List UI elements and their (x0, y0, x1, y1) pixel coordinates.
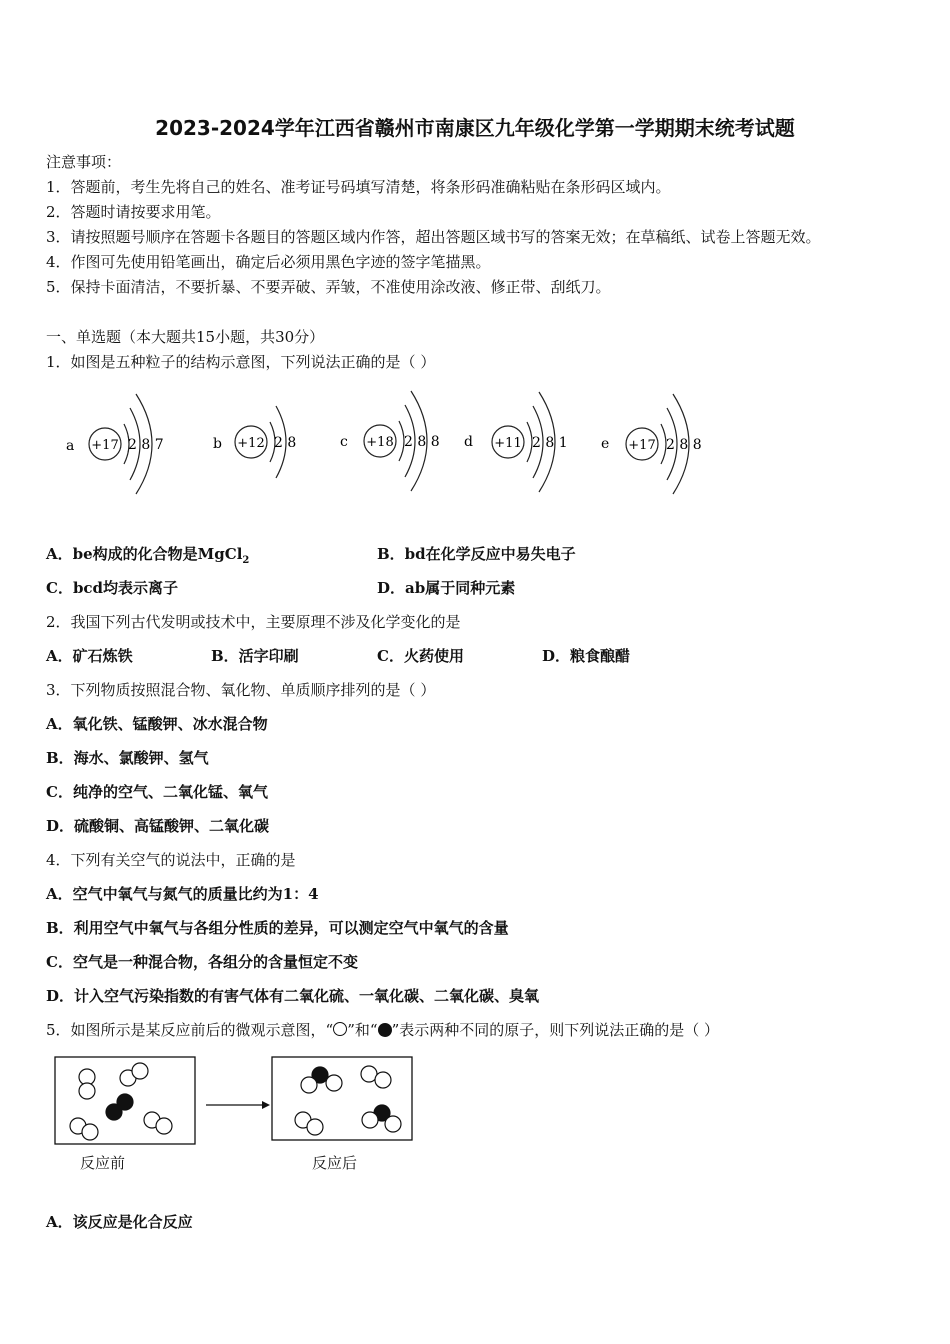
atom-shells: 2 8 (274, 435, 297, 451)
subscript: 2 (242, 555, 250, 566)
before-label: 反应前 (80, 1154, 126, 1172)
atom-diagram-e (601, 394, 702, 494)
notice-heading: 注意事项： (46, 153, 122, 171)
question-1-stem: 1．如图是五种粒子的结构示意图，下列说法正确的是（ ） (46, 353, 436, 371)
q1-option-c: C．bcd均表示离子 (46, 579, 179, 597)
q3-option-b: B．海水、氯酸钾、氢气 (46, 749, 209, 767)
atom-shells: 2 8 8 (404, 434, 440, 450)
question-3-stem: 3．下列物质按照混合物、氧化物、单质顺序排列的是（ ） (46, 681, 436, 699)
atom-nucleus: +12 (237, 436, 265, 451)
q2-option-b: B．活字印刷 (211, 647, 299, 665)
black-atom-icon (378, 1023, 392, 1037)
atom-nucleus: +17 (91, 438, 119, 453)
atom-diagram-d (464, 392, 568, 492)
q3-option-d: D．硫酸铜、高锰酸钾、二氧化碳 (46, 817, 270, 835)
notice-item: 3．请按照题号顺序在答题卡各题目的答题区域内作答，超出答题区域书写的答案无效；在草稿纸、试卷上答题无效。 (46, 228, 821, 246)
q5-option-a: A．该反应是化合反应 (46, 1213, 193, 1231)
q4-option-a: A．空气中氧气与氮气的质量比约为1：4 (46, 885, 319, 903)
atom-shells: 2 8 1 (532, 435, 568, 451)
question-2-stem: 2．我国下列古代发明或技术中，主要原理不涉及化学变化的是 (46, 613, 461, 631)
q2-option-a: A．矿石炼铁 (46, 647, 133, 665)
stem-part: ”表示两种不同的原子，则下列说法正确的是（ ） (391, 1021, 720, 1039)
q3-option-a: A．氧化铁、锰酸钾、冰水混合物 (46, 715, 268, 733)
atom-diagram-c (340, 391, 440, 491)
atom-label: c (340, 434, 348, 450)
q4-option-d: D．计入空气污染指数的有害气体有二氧化硫、一氧化碳、二氧化碳、臭氧 (46, 987, 540, 1005)
atom-shells: 2 8 8 (666, 437, 702, 453)
white-atom-icon (333, 1022, 347, 1036)
atom-structure-diagrams (0, 380, 950, 510)
atom-label: e (601, 436, 610, 452)
atom-diagram-b (213, 406, 296, 478)
stem-part: ”和“ (347, 1021, 378, 1039)
q4-option-c: C．空气是一种混合物，各组分的含量恒定不变 (46, 953, 358, 971)
notice-item: 5．保持卡面清洁，不要折暴、不要弄破、弄皱，不准使用涂改液、修正带、刮纸刀。 (46, 278, 611, 296)
atom-nucleus: +11 (494, 436, 522, 451)
notice-item: 2．答题时请按要求用笔。 (46, 203, 221, 221)
q4-option-b: B．利用空气中氧气与各组分性质的差异，可以测定空气中氧气的含量 (46, 919, 509, 937)
q1-option-a (46, 544, 249, 571)
page-title: 2023-2024学年江西省赣州市南康区九年级化学第一学期期末统考试题 (155, 116, 795, 140)
atom-label: b (213, 436, 222, 452)
q1-option-d: D．ab属于同种元素 (377, 579, 516, 597)
q3-option-c: C．纯净的空气、二氧化锰、氧气 (46, 783, 268, 801)
q2-option-c: C．火药使用 (377, 647, 464, 665)
atom-shells: 2 8 7 (128, 437, 164, 453)
atom-nucleus: +18 (366, 435, 394, 450)
question-4-stem: 4．下列有关空气的说法中，正确的是 (46, 851, 296, 869)
question-5-stem (46, 1020, 719, 1040)
atom-nucleus: +17 (628, 438, 656, 453)
notice-item: 1．答题前，考生先将自己的姓名、准考证号码填写清楚，将条形码准确粘贴在条形码区域内。 (46, 178, 671, 196)
after-label: 反应后 (312, 1154, 358, 1172)
atom-label: a (66, 438, 75, 454)
q2-option-d: D．粮食酿醋 (542, 647, 631, 665)
option-text: A．be构成的化合物是MgCl (46, 545, 243, 563)
stem-part: 5．如图所示是某反应前后的微观示意图，“ (46, 1021, 334, 1039)
notice-item: 4．作图可先使用铅笔画出，确定后必须用黑色字迹的签字笔描黑。 (46, 253, 491, 271)
q1-option-b: B．bd在化学反应中易失电子 (377, 545, 576, 563)
atom-diagram-a (66, 394, 164, 494)
section-heading: 一、单选题（本大题共15小题，共30分） (46, 328, 325, 346)
atom-label: d (464, 434, 473, 450)
reaction-diagram (50, 1052, 470, 1152)
